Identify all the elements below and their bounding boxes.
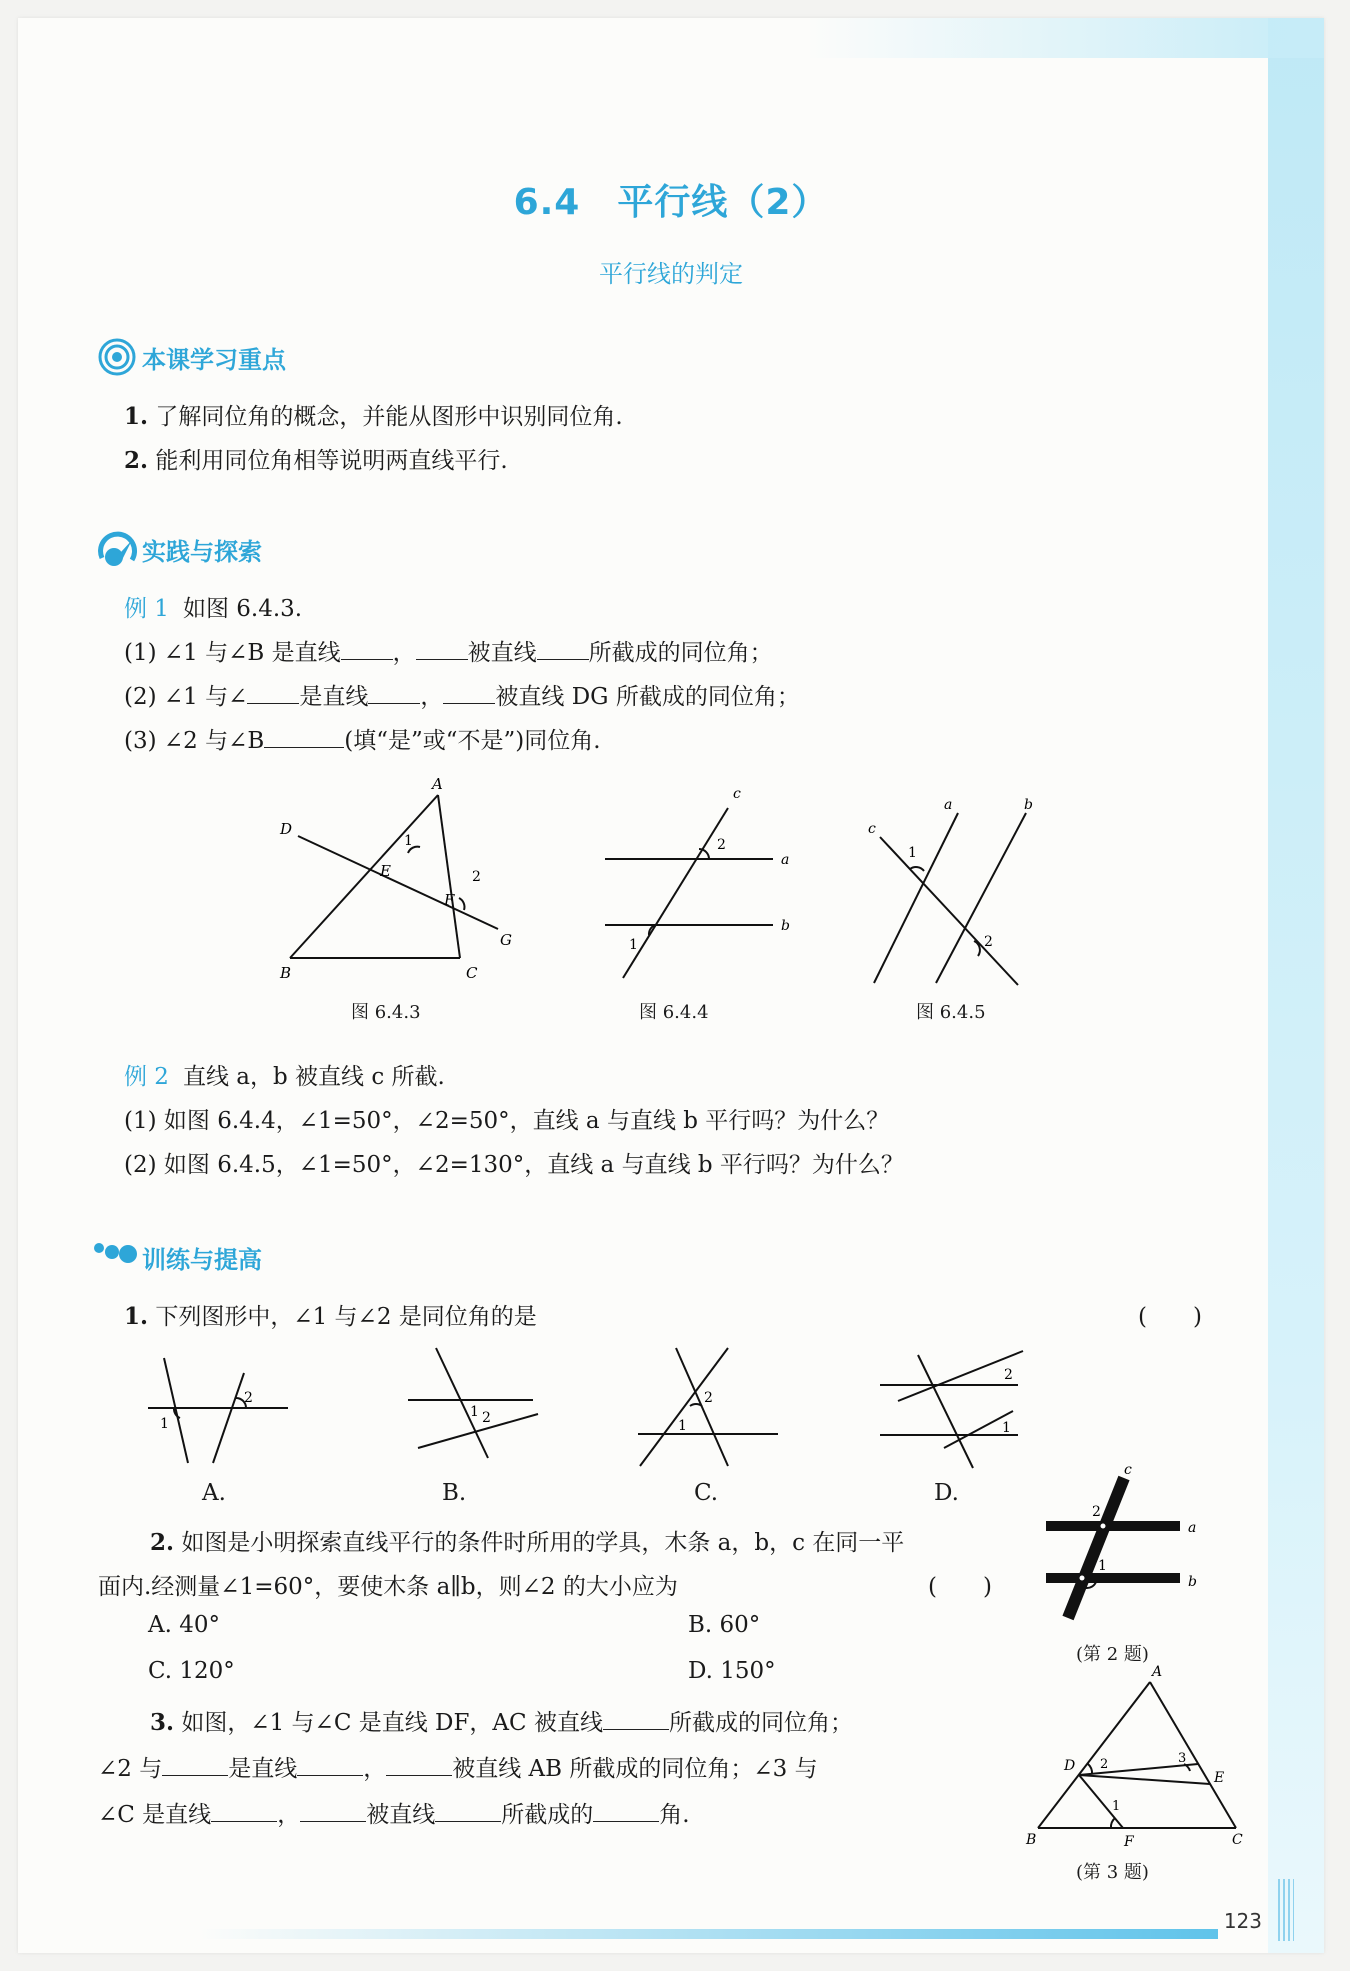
label-a: a	[1188, 1520, 1197, 1536]
example2-q2: (2) 如图 6.4.5，∠1=50°，∠2=130°，直线 a 与直线 b 平行吗？为什么？	[124, 1152, 904, 1178]
q2-choice-a[interactable]: A. 40°	[148, 1612, 220, 1638]
angle-label-2: 2	[1092, 1504, 1101, 1520]
q3-line3-e: 角.	[659, 1802, 690, 1828]
figure-caption: 图 6.4.4	[639, 1002, 709, 1023]
blank[interactable]	[435, 1801, 501, 1822]
example1-q1	[124, 634, 773, 667]
label-c: c	[1124, 1462, 1132, 1478]
q1-text-a: (1) ∠1 与∠B 是直线	[124, 640, 341, 666]
label-D: D	[1064, 1758, 1076, 1774]
angle-label-1: 1	[1112, 1799, 1121, 1814]
angle-label-2: 2	[472, 869, 481, 885]
angle-label-2: 2	[1004, 1367, 1013, 1383]
label-F: F	[444, 891, 455, 909]
label-b: b	[1188, 1574, 1197, 1590]
angle-label-2: 2	[984, 934, 993, 950]
q3-line2-a: ∠2 与	[98, 1756, 163, 1782]
label-E: E	[380, 862, 391, 880]
label-B: B	[1026, 1832, 1037, 1848]
focus-heading: 本课学习重点	[142, 346, 286, 374]
q2-text-b: 是直线	[299, 684, 369, 710]
q2-line1: 如图是小明探索直线平行的条件时所用的学具，木条 a，b，c 在同一平	[181, 1530, 905, 1556]
q3-line3-c: 被直线	[366, 1802, 436, 1828]
decorative-top-band	[804, 18, 1324, 58]
blank[interactable]	[603, 1709, 669, 1730]
practice-q1	[124, 1298, 537, 1331]
q3-num: 3.	[150, 1709, 175, 1736]
q3-line3-b: ，	[277, 1802, 301, 1828]
example1-label: 例 1	[124, 596, 169, 622]
angle-label-1: 1	[404, 833, 413, 849]
figure-caption: 图 6.4.5	[916, 1002, 986, 1023]
textbook-page	[18, 18, 1324, 1953]
q3-text-a: (3) ∠2 与∠B	[124, 728, 265, 754]
example2-label: 例 2	[124, 1064, 169, 1090]
blank[interactable]	[368, 683, 420, 704]
q2-choice-b[interactable]: B. 60°	[688, 1612, 761, 1638]
angle-label-1: 1	[678, 1418, 687, 1434]
label-c: c	[733, 786, 741, 802]
q3-line3-d: 所截成的	[501, 1802, 594, 1828]
option-c-label[interactable]: C.	[694, 1480, 719, 1506]
angle-label-2: 2	[1100, 1757, 1109, 1772]
blank[interactable]	[247, 683, 299, 704]
option-d-figure	[878, 1333, 1028, 1473]
blank[interactable]	[211, 1801, 277, 1822]
example1-q2	[124, 678, 800, 711]
practice-q3-line3	[98, 1796, 690, 1829]
q3-line1-a: 如图，∠1 与∠C 是直线 DF，AC 被直线	[181, 1710, 603, 1736]
q2-figure-wood-sticks	[1028, 1458, 1208, 1628]
angle-label-3: 3	[1178, 1751, 1187, 1766]
example2-q1: (1) 如图 6.4.4，∠1=50°，∠2=50°，直线 a 与直线 b 平行吗？为什么？	[124, 1108, 890, 1134]
label-a: a	[944, 797, 953, 813]
focus-item-1	[124, 398, 623, 431]
blank[interactable]	[537, 639, 589, 660]
q1-text-d: 所截成的同位角；	[588, 640, 773, 666]
angle-label-1: 1	[629, 937, 638, 953]
example1-intro-line	[124, 590, 302, 623]
angle-label-2: 2	[482, 1410, 491, 1426]
blank[interactable]	[416, 639, 468, 660]
example2-intro: 直线 a，b 被直线 c 所截.	[182, 1064, 445, 1090]
q3-line1-b: 所截成的同位角；	[668, 1710, 853, 1736]
dots-icon	[92, 1240, 140, 1266]
q2-answer-bracket[interactable]: ( )	[928, 1574, 992, 1600]
q3-text-b: (填“是”或“不是”)同位角.	[344, 728, 601, 754]
q2-figure-caption: (第 2 题)	[1076, 1644, 1149, 1665]
practice-q3-line2	[98, 1750, 818, 1783]
label-b: b	[1024, 797, 1033, 813]
compass-icon	[96, 530, 138, 572]
example2-intro-line	[124, 1058, 445, 1091]
q1-answer-bracket[interactable]: ( )	[1138, 1304, 1202, 1330]
blank[interactable]	[341, 639, 393, 660]
label-G: G	[500, 931, 512, 949]
label-E: E	[1214, 1770, 1225, 1786]
angle-label-2: 2	[704, 1390, 713, 1406]
figure-6-4-3	[268, 773, 528, 988]
practice-q3-line1	[150, 1704, 853, 1737]
option-a-figure	[138, 1348, 288, 1468]
figure-caption: 图 6.4.3	[351, 1002, 421, 1023]
focus-item-2-num: 2.	[124, 447, 149, 474]
angle-label-1: 1	[908, 845, 917, 861]
focus-item-2-text: 能利用同位角相等说明两直线平行.	[155, 448, 508, 474]
figure-6-4-4	[583, 773, 790, 988]
page-title: 6.4 平行线（2）	[513, 182, 829, 223]
label-b: b	[781, 918, 790, 934]
label-A: A	[432, 775, 443, 793]
q3-line2-d: 被直线 AB 所截成的同位角；∠3 与	[452, 1756, 818, 1782]
blank[interactable]	[593, 1801, 659, 1822]
q2-text-c: ，	[420, 684, 444, 710]
label-B: B	[280, 964, 292, 982]
angle-label-2: 2	[244, 1390, 253, 1406]
target-icon	[98, 338, 136, 376]
example1-intro: 如图 6.4.3.	[182, 596, 303, 622]
practice-heading: 训练与提高	[142, 1246, 262, 1274]
q1-text-b: ，	[392, 640, 416, 666]
angle-label-1: 1	[1098, 1558, 1107, 1574]
decorative-bottom-band	[198, 1929, 1218, 1939]
label-F: F	[1124, 1834, 1134, 1850]
practice-q2-line1	[150, 1524, 904, 1557]
q3-figure-triangle	[1018, 1658, 1248, 1858]
angle-label-1: 1	[1002, 1420, 1011, 1436]
focus-item-2	[124, 442, 508, 475]
q1-text: 下列图形中，∠1 与∠2 是同位角的是	[155, 1304, 537, 1330]
page-subtitle: 平行线的判定	[599, 260, 743, 288]
label-C: C	[1232, 1832, 1243, 1848]
blank[interactable]	[443, 683, 495, 704]
q1-num: 1.	[124, 1303, 149, 1330]
angle-label-2: 2	[717, 837, 726, 853]
explore-heading: 实践与探索	[142, 538, 262, 566]
q2-text-d: 被直线 DG 所截成的同位角；	[495, 684, 800, 710]
label-A: A	[1152, 1664, 1163, 1680]
focus-item-1-text: 了解同位角的概念，并能从图形中识别同位角.	[155, 404, 623, 430]
q2-choice-c[interactable]: C. 120°	[148, 1658, 235, 1684]
label-C: C	[466, 964, 478, 982]
label-D: D	[280, 820, 293, 838]
q2-num: 2.	[150, 1529, 175, 1556]
blank[interactable]	[264, 727, 344, 748]
angle-label-1: 1	[470, 1404, 479, 1420]
focus-item-1-num: 1.	[124, 403, 149, 430]
option-a-label[interactable]: A.	[202, 1480, 226, 1506]
blank[interactable]	[297, 1755, 363, 1776]
label-c: c	[868, 821, 876, 837]
q1-text-c: 被直线	[467, 640, 537, 666]
q3-line2-b: 是直线	[228, 1756, 298, 1782]
blank[interactable]	[162, 1755, 228, 1776]
q3-line3-a: ∠C 是直线	[98, 1802, 212, 1828]
blank[interactable]	[300, 1801, 366, 1822]
blank[interactable]	[386, 1755, 452, 1776]
angle-label-1: 1	[160, 1416, 169, 1432]
option-c-figure	[628, 1338, 788, 1468]
option-d-label[interactable]: D.	[934, 1480, 959, 1506]
decorative-edge-band	[1268, 18, 1324, 1953]
page-number: 123	[1223, 1909, 1262, 1933]
practice-q2-line2: 面内.经测量∠1=60°，要使木条 a∥b，则∠2 的大小应为	[98, 1574, 678, 1600]
q2-choice-d[interactable]: D. 150°	[688, 1658, 776, 1684]
example1-q3	[124, 722, 601, 755]
q2-text-a: (2) ∠1 与∠	[124, 684, 248, 710]
decorative-stripes	[1278, 1879, 1294, 1941]
q3-figure-caption: (第 3 题)	[1076, 1862, 1149, 1883]
option-b-figure	[388, 1338, 548, 1468]
option-b-label[interactable]: B.	[442, 1480, 467, 1506]
label-a: a	[781, 852, 790, 868]
q3-line2-c: ，	[363, 1756, 387, 1782]
figure-6-4-5	[858, 773, 1068, 988]
